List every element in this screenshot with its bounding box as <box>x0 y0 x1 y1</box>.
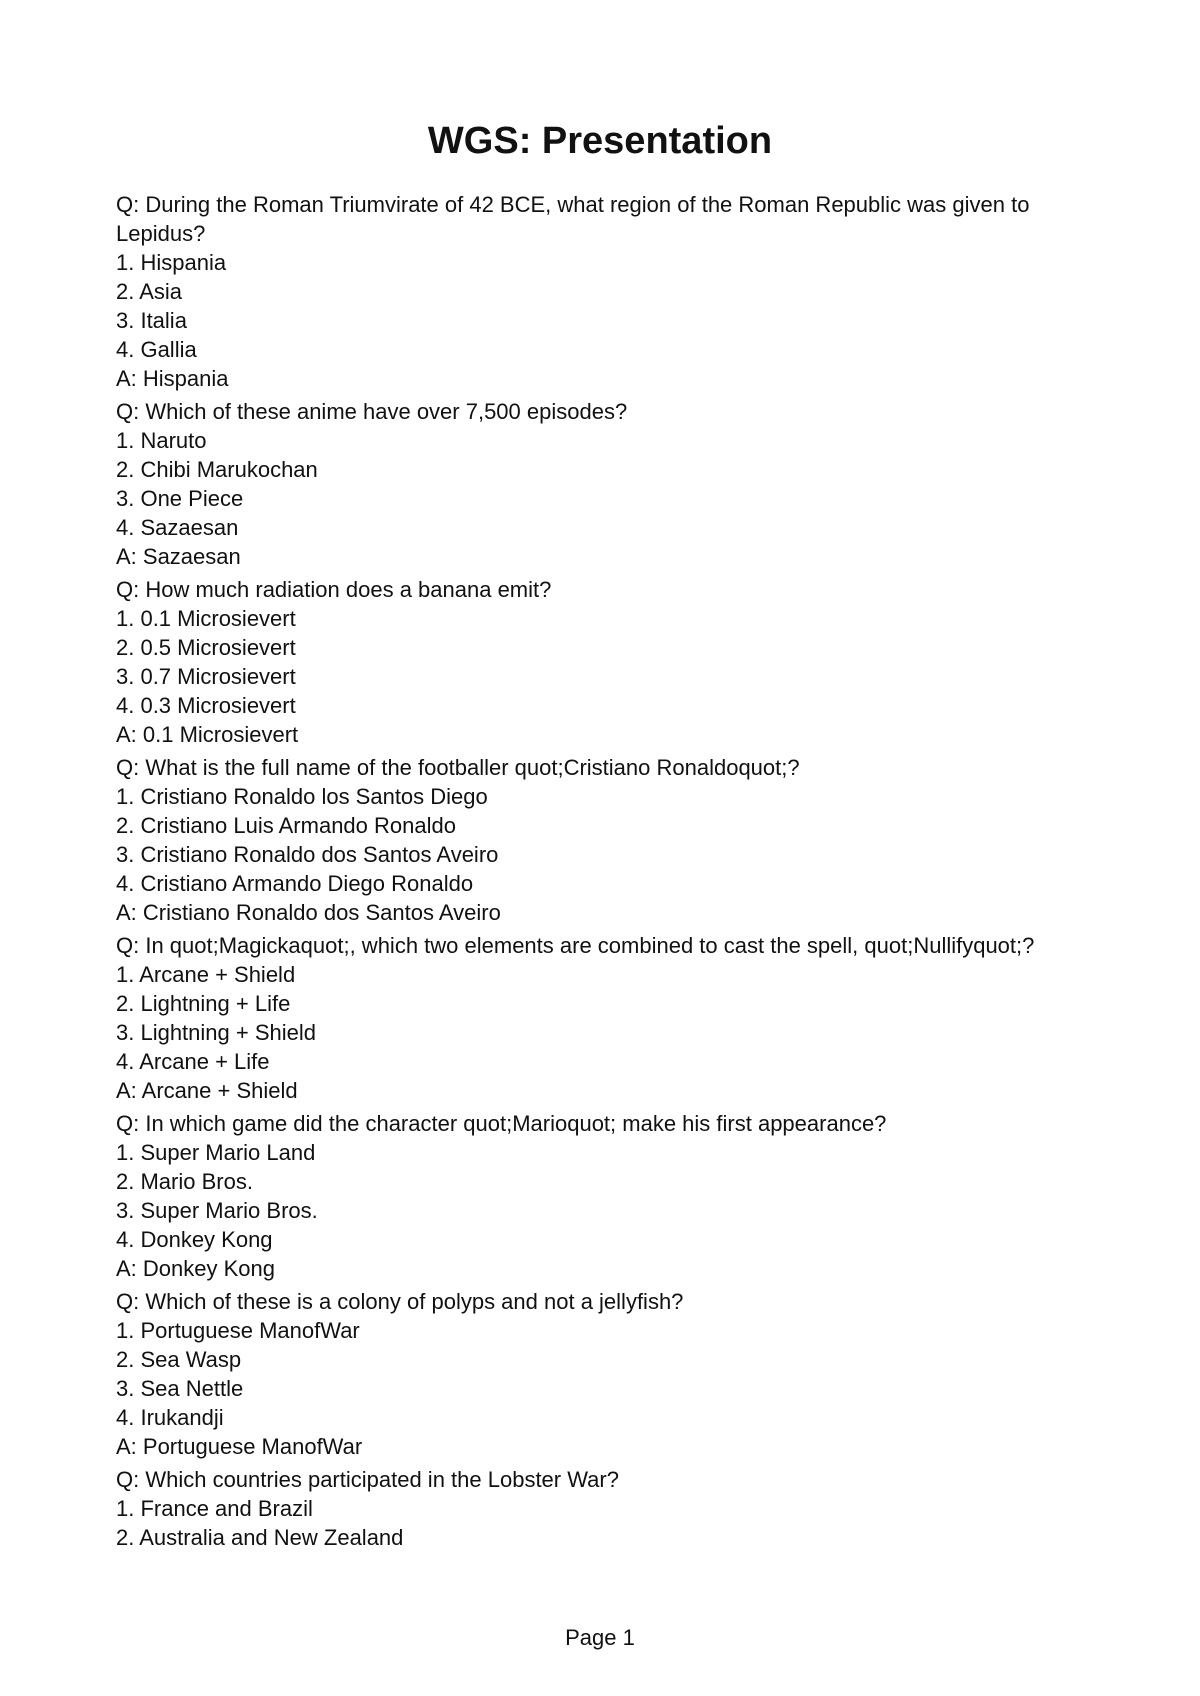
option-3: 3. Sea Nettle <box>116 1376 244 1401</box>
option-4: 4. Arcane + Life <box>116 1049 270 1074</box>
option-2: 2. Lightning + Life <box>116 991 291 1016</box>
option-3: 3. 0.7 Microsievert <box>116 664 296 689</box>
option-1: 1. Naruto <box>116 428 207 453</box>
option-1: 1. Cristiano Ronaldo los Santos Diego <box>116 784 488 809</box>
option-2: 2. Cristiano Luis Armando Ronaldo <box>116 813 456 838</box>
question-block-5 <box>116 931 1076 1105</box>
option-3: 3. Cristiano Ronaldo dos Santos Aveiro <box>116 842 499 867</box>
option-1: 1. Hispania <box>116 250 227 275</box>
answer-text: A: 0.1 Microsievert <box>116 722 299 747</box>
answer-text: A: Portuguese ManofWar <box>116 1434 363 1459</box>
option-2: 2. 0.5 Microsievert <box>116 635 296 660</box>
option-4: 4. Sazaesan <box>116 515 239 540</box>
question-block-4 <box>116 753 1076 927</box>
question-text: Q: During the Roman Triumvirate of 42 BCE, what region of the Roman Republic was given to Lepidus? <box>116 192 1030 246</box>
option-3: 3. One Piece <box>116 486 244 511</box>
question-text: Q: In which game did the character quot;Marioquot; make his first appearance? <box>116 1111 887 1136</box>
option-2: 2. Sea Wasp <box>116 1347 242 1372</box>
question-text: Q: What is the full name of the footballer quot;Cristiano Ronaldoquot;? <box>116 755 800 780</box>
question-text: Q: Which of these is a colony of polyps and not a jellyfish? <box>116 1289 684 1314</box>
option-4: 4. Irukandji <box>116 1405 224 1430</box>
question-block-3 <box>116 575 1076 749</box>
question-block-6 <box>116 1109 1076 1283</box>
option-2: 2. Chibi Marukochan <box>116 457 318 482</box>
option-3: 3. Super Mario Bros. <box>116 1198 318 1223</box>
question-block-8 <box>116 1465 1076 1552</box>
page-title: WGS: Presentation <box>427 120 773 162</box>
question-text: Q: Which countries participated in the Lobster War? <box>116 1467 619 1492</box>
option-2: 2. Australia and New Zealand <box>116 1525 404 1550</box>
option-3: 3. Italia <box>116 308 187 333</box>
option-2: 2. Mario Bros. <box>116 1169 253 1194</box>
option-4: 4. Gallia <box>116 337 197 362</box>
option-1: 1. France and Brazil <box>116 1496 313 1521</box>
question-text: Q: In quot;Magickaquot;, which two elements are combined to cast the spell, quot;Nullifyquot;? <box>116 933 1035 958</box>
answer-text: A: Arcane + Shield <box>116 1078 298 1103</box>
option-4: 4. 0.3 Microsievert <box>116 693 296 718</box>
question-block-1 <box>116 190 1076 393</box>
answer-text: A: Sazaesan <box>116 544 241 569</box>
option-1: 1. Arcane + Shield <box>116 962 296 987</box>
question-block-2 <box>116 397 1076 571</box>
question-text: Q: Which of these anime have over 7,500 episodes? <box>116 399 628 424</box>
option-2: 2. Asia <box>116 279 183 304</box>
document-body <box>116 186 1076 1552</box>
option-4: 4. Donkey Kong <box>116 1227 273 1252</box>
option-4: 4. Cristiano Armando Diego Ronaldo <box>116 871 474 896</box>
answer-text: A: Hispania <box>116 366 229 391</box>
option-1: 1. Portuguese ManofWar <box>116 1318 360 1343</box>
question-block-7 <box>116 1287 1076 1461</box>
option-3: 3. Lightning + Shield <box>116 1020 316 1045</box>
option-1: 1. Super Mario Land <box>116 1140 316 1165</box>
question-text: Q: How much radiation does a banana emit? <box>116 577 552 602</box>
answer-text: A: Cristiano Ronaldo dos Santos Aveiro <box>116 900 501 925</box>
option-1: 1. 0.1 Microsievert <box>116 606 296 631</box>
page-number: Page 1 <box>565 1625 635 1650</box>
answer-text: A: Donkey Kong <box>116 1256 275 1281</box>
